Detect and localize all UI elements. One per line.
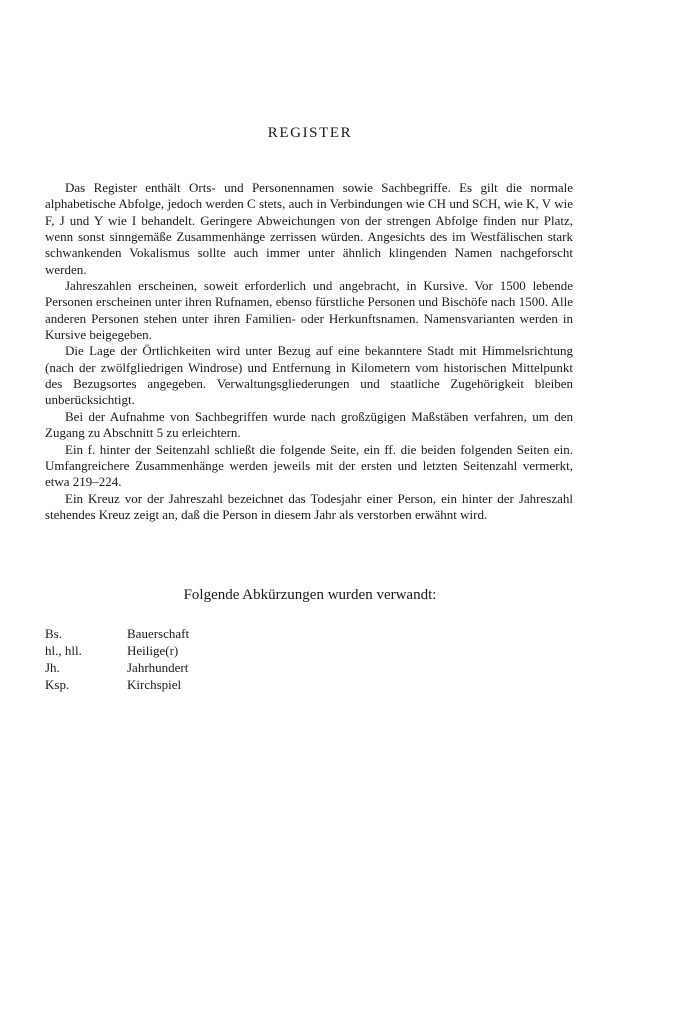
paragraph: Die Lage der Örtlichkeiten wird unter Bezug auf eine bekanntere Stadt mit Himmelsrichtung (nach der zwölfgliedrigen Windrose) und Entfernung in Kilometern vom historischen Mittelpunkt des Bezugsortes angegeben. Verwaltungsgliederungen und staatliche Zugehörigkeit bleiben unberücksichtigt.	[45, 343, 573, 408]
introduction-text	[45, 180, 573, 523]
paragraph: Ein f. hinter der Seitenzahl schließt die folgende Seite, ein ff. die beiden folgenden Seiten ein. Umfangreichere Zusammenhänge werden jeweils mit der ersten und letzten Seitenzahl vermerkt, etwa 219–224.	[45, 441, 573, 490]
abbreviation-meaning: Bauerschaft	[127, 626, 190, 641]
paragraph: Das Register enthält Orts- und Personennamen sowie Sachbegriffe. Es gilt die normale alphabetische Abfolge, jedoch werden C stets, auch in Verbindungen wie CH und SCH, wie K, V wie F, J und Y wie I behandelt. Geringere Abweichungen von der strengen Abfolge finden nur Platz, wenn sonst sinngemäße Zusammenhänge zerrissen würden. Angesichts des im Westfälischen stark schwankenden Vokalismus sollte auch immer unter ähnlich klingenden Namen nachgeforscht werden.	[45, 180, 573, 277]
abbreviations-heading: Folgende Abkürzungen wurden verwandt:	[183, 587, 437, 603]
abbreviation: Bs.	[45, 626, 62, 641]
page-title: REGISTER	[267, 125, 353, 141]
paragraph: Ein Kreuz vor der Jahreszahl bezeichnet das Todesjahr einer Person, ein hinter der Jahreszahl stehendes Kreuz zeigt an, daß die Person in diesem Jahr als verstorben erwähnt wird.	[45, 490, 573, 522]
abbreviation: hl., hll.	[45, 643, 82, 658]
paragraph: Bei der Aufnahme von Sachbegriffen wurde nach großzügigen Maßstäben verfahren, um den Zugang zu Abschnitt 5 zu erleichtern.	[45, 408, 573, 441]
abbreviation: Ksp.	[45, 677, 70, 692]
paragraph: Jahreszahlen erscheinen, soweit erforderlich und angebracht, in Kursive. Vor 1500 lebende Personen erscheinen unter ihren Rufnamen, ebenso fürstliche Personen und Bischöfe nach 1500. Alle anderen Personen stehen unter ihren Familien- oder Herkunftsnamen. Namensvarianten werden in Kursive beigegeben.	[45, 278, 573, 343]
abbreviations-table	[45, 625, 189, 693]
abbreviation-meaning: Heilige(r)	[127, 643, 179, 658]
abbreviation-row	[45, 625, 189, 642]
abbreviation-meaning: Kirchspiel	[127, 677, 182, 692]
abbreviation: Jh.	[45, 660, 60, 675]
abbreviation-row	[45, 676, 189, 693]
abbreviation-row	[45, 659, 189, 676]
abbreviation-meaning: Jahrhundert	[127, 660, 189, 675]
abbreviation-row	[45, 642, 189, 659]
